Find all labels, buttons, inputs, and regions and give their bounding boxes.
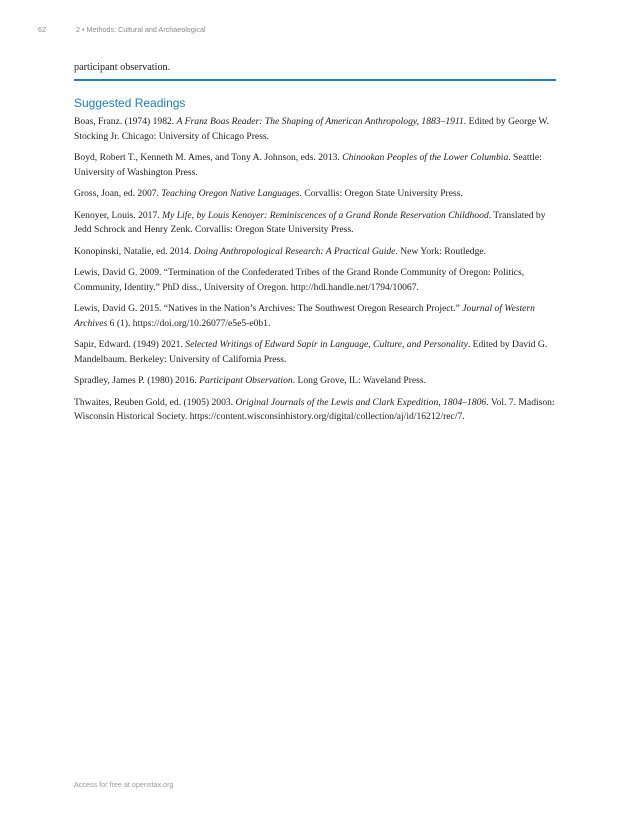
reading-entry bbox=[74, 338, 556, 367]
readings-list bbox=[74, 115, 556, 425]
reading-text: Spradley, James P. (1980) 2016. bbox=[74, 375, 200, 386]
reading-text: 6 (1). https://doi.org/10.26077/e5e5-e0b1. bbox=[107, 317, 271, 329]
reading-entry bbox=[74, 115, 556, 144]
reading-title: Original Journals of the Lewis and Clark Expedition, 1804–1806 bbox=[235, 396, 487, 408]
reading-entry bbox=[74, 245, 556, 260]
lead-text: participant observation. bbox=[74, 62, 171, 73]
reading-title: Doing Anthropological Research: A Practical Guide bbox=[193, 245, 396, 257]
reading-title: Chinookan Peoples of the Lower Columbia bbox=[342, 152, 509, 163]
reading-entry bbox=[74, 151, 556, 180]
reading-text: Thwaites, Reuben Gold, ed. (1905) 2003. bbox=[74, 396, 236, 408]
reading-text: Gross, Joan, ed. 2007. bbox=[74, 188, 162, 199]
reading-text: Sapir, Edward. (1949) 2021. bbox=[74, 339, 186, 350]
reading-text: Boas, Franz. (1974) 1982. bbox=[74, 116, 177, 127]
chapter-title: 2 • Methods: Cultural and Archaeological bbox=[76, 25, 206, 34]
reading-title: Selected Writings of Edward Sapir in Language, Culture, and Personality bbox=[185, 339, 468, 350]
reading-title: Teaching Oregon Native Languages bbox=[161, 188, 300, 199]
footer-link[interactable]: Access for free at openstax.org bbox=[74, 780, 174, 789]
running-head bbox=[38, 25, 206, 34]
reading-text: . Corvallis: Oregon State University Press. bbox=[299, 188, 463, 199]
reading-text: . Vol. 7. Madison: Wisconsin Historical Society. https://content.wisconsinhistory.org/digital/collection/aj/id/16212/rec/7. bbox=[74, 396, 555, 422]
reading-text: . Translated by Jedd Schrock and Henry Zenk. Corvallis: Oregon State University Press. bbox=[74, 209, 546, 235]
reading-text: Konopinski, Natalie, ed. 2014. bbox=[74, 245, 194, 257]
section-divider bbox=[74, 79, 556, 81]
reading-entry bbox=[74, 266, 556, 295]
reading-text: . Seattle: University of Washington Press. bbox=[74, 152, 542, 178]
reading-entry bbox=[74, 396, 556, 425]
page-number: 62 bbox=[38, 25, 46, 34]
reading-text: Kenoyer, Louis. 2017. bbox=[74, 209, 163, 221]
reading-title: My Life, by Louis Kenoyer: Reminiscences of a Grand Ronde Reservation Childhood bbox=[162, 209, 489, 221]
reading-title: Participant Observation bbox=[199, 375, 293, 386]
reading-text: . Edited by David G. Mandelbaum. Berkeley: University of California Press. bbox=[74, 339, 548, 365]
reading-title: Journal of Western Archives bbox=[74, 303, 535, 329]
reading-entry bbox=[74, 209, 556, 238]
reading-text: . Edited by George W. Stocking Jr. Chicago: University of Chicago Press. bbox=[74, 116, 549, 142]
reading-entry bbox=[74, 374, 556, 389]
reading-text: Boyd, Robert T., Kenneth M. Ames, and Tony A. Johnson, eds. 2013. bbox=[74, 152, 343, 163]
section-heading: Suggested Readings bbox=[74, 96, 186, 110]
reading-text: . Long Grove, IL: Waveland Press. bbox=[292, 375, 427, 386]
reading-text: . New York: Routledge. bbox=[395, 245, 487, 257]
reading-text: Lewis, David G. 2015. “Natives in the Nation’s Archives: The Southwest Oregon Research Project.” bbox=[74, 303, 463, 314]
reading-entry bbox=[74, 302, 556, 331]
reading-title: A Franz Boas Reader: The Shaping of American Anthropology, 1883–1911 bbox=[176, 116, 464, 127]
reading-entry bbox=[74, 187, 556, 202]
page-content bbox=[74, 61, 556, 432]
reading-text: Lewis, David G. 2009. “Termination of the Confederated Tribes of the Grand Ronde Community of Oregon: Politics, Community, Identity.” PhD diss., University of Oregon. http://hdl.handle.net/1794/10067. bbox=[74, 267, 525, 293]
